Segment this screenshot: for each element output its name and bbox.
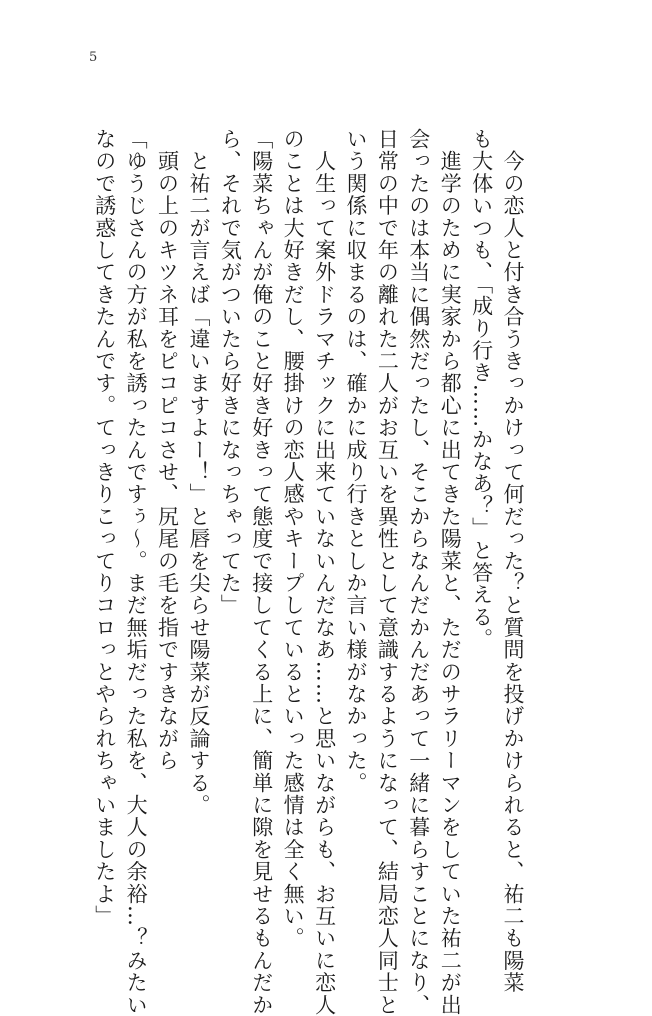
- text-line: 頭の上のキツネ耳をピコピコさせ、尻尾の毛を指ですきながら: [155, 128, 180, 772]
- text-line: 進学のために実家から都心に出てきた陽菜と、ただのサラリーマンをしていた祐二が出: [438, 128, 463, 1016]
- text-line: 会ったのは本当に偶然だったし、そこからなんだかんだあって一緒に暮らすことになり、: [406, 128, 431, 1016]
- vertical-text-body: [88, 128, 528, 1016]
- text-line: 日常の中で年の離れた二人がお互いを異性として意識するようになって、結局恋人同士と: [375, 128, 400, 1016]
- text-line: 今の恋人と付き合うきっかけって何だった？と質問を投げかけられると、祐二も陽菜: [501, 128, 525, 994]
- text-line: と祐二が言えば「違いますよー！」と唇を尖らせ陽菜が反論する。: [186, 128, 211, 817]
- text-line: 「陽菜ちゃんが俺のこと好き好きって態度で接してくる上に、簡単に隙を見せるもんだか: [249, 128, 274, 1016]
- text-line: も大体いつも、「成り行き……かなあ？」と答える。: [469, 128, 494, 651]
- text-line: いう関係に収まるのは、確かに成り行きとしか言い様がなかった。: [343, 128, 368, 794]
- page-number: 5: [89, 50, 98, 65]
- text-line: ら、それで気がついたら好きになっちゃってた」: [218, 128, 243, 617]
- text-line: のことは大好きだし、腰掛けの恋人感やキープしているといった感情は全く無い。: [281, 128, 306, 950]
- text-line: 人生って案外ドラマチックに出来ていないんだなあ……と思いながらも、お互いに恋人: [312, 128, 337, 1016]
- text-line: なので誘惑してきたんです。てっきりこってりコロっとやられちゃいましたよ」: [92, 128, 117, 928]
- text-line: 「ゆうじさんの方が私を誘ったんですぅ～。まだ無垢だった私を、大人の余裕…？みたい: [124, 128, 149, 1016]
